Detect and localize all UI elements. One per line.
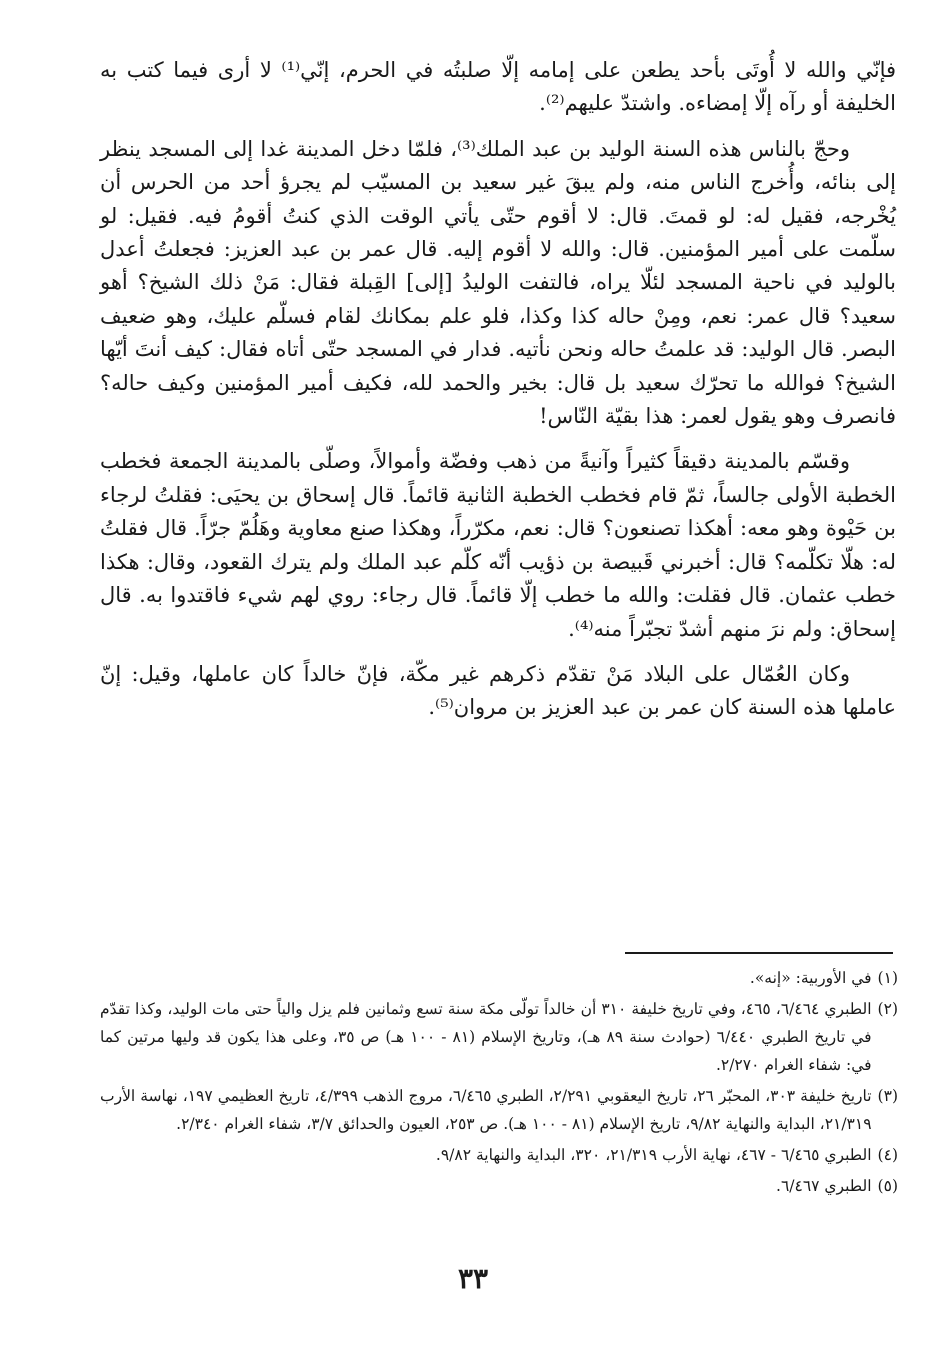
footnotes [100,964,898,1200]
footnote-item [100,1082,898,1138]
main-text [100,54,896,725]
footnote-text: في الأوربية: «إنه». [749,969,872,987]
paragraph-1: فإنّي والله لا أُوتَى بأحد يطعن على إمامه إلّا صلبتُه في الحرم، إنّي⁽¹⁾ لا أرى فيما كتب به الخليفة أو رآه إلّا إمضاءه. واشتدّ عليهم⁽²⁾. [100,58,897,116]
footnote-number: (٥) [877,1177,898,1195]
footnote-number: (٢) [877,1000,898,1018]
footnote-divider [625,952,893,954]
paragraph-3: وقسّم بالمدينة دقيقاً كثيراً وآنيةً من ذهب وفضّة وأموالاً، وصلّى بالمدينة الجمعة فخطب الخطبة الأولى جالساً، ثمّ قام فخطب الخطبة الثانية قائماً. قال إسحاق بن يحيَى: فقلتُ لرجاء بن حَيْوة وهو معه: أهكذا تصنعون؟ قال: نعم، مكرّراً، وهكذا صنع معاوية وهَلُمّ جرّاً. قال فقلتُ له: هلّا تكلّمه؟ قال: أخبرني قَبيصة بن ذؤيب أنّه كلّم عبد الملك ولم يترك القعود، وقال: هكذا خطب عثمان. قال فقلت: والله ما خطب إلّا قائماً. قال رجاء: روي لهم شيء فاقتدوا به. قال إسحاق: ولم نرَ منهم أشدّ تجبّراً منه⁽⁴⁾. [100,449,896,641]
footnote-number: (١) [877,969,898,987]
paragraph-2: وحجّ بالناس هذه السنة الوليد بن عبد الملك⁽³⁾، فلمّا دخل المدينة غدا إلى المسجد ينظر إلى بنائه، وأُخرج الناس منه، ولم يبقَ غير سعيد بن المسيّب لم يجرؤ أحد من الحرس أن يُخْرجه، فقيل له: لو قمتَ. قال: لا أقوم حتّى يأتي الوقت الذي كنتُ أقومُ فيه. فقيل: لو سلّمت على أمير المؤمنين. قال: والله لا أقوم إليه. قال عمر بن عبد العزيز: فجعلتُ أعدل بالوليد في ناحية المسجد لئلّا يراه، فالتفت الوليدُ [إلى] القِبلة فقال: مَنْ ذلك الشيخ؟ أهو سعيد؟ قال عمر: نعم، ومِنْ حاله كذا وكذا، فلو علم بمكانك لقام فسلّم عليك، وهو ضعيف البصر. قال الوليد: قد علمتُ حاله ونحن نأتيه. فدار في المسجد حتّى أتاه فقال: كيف أنتَ أيّها الشيخ؟ فوالله ما تحرّك سعيد بل قال: بخير والحمد لله، فكيف أمير المؤمنين وكيف حاله؟ فانصرف وهو يقول لعمر: هذا بقيّة النّاس! [100,136,896,429]
footnote-text: تاريخ خليفة ٣٠٣، المحبّر ٢٦، تاريخ اليعقوبي ٢/٢٩١، الطبري ٦/٤٦٥، مروج الذهب ٤/٣٩٩، تاريخ العظيمي ١٩٧، نهاسة الأرب ٢١/٣١٩، البداية والنهاية ٩/٨٢، تاريخ الإسلام (٨١ - ١٠٠ هـ). ص ٢٥٣، العيون والحدائق ٣/٧، شفاء الغرام ٢/٣٤٠. [100,1087,872,1133]
footnote-text: الطبري ٦/٤٦٤، ٤٦٥، وفي تاريخ خليفة ٣١٠ أن خالداً تولّى مكة سنة تسع وثمانين فلم يزل والياً حتى مات الوليد، وكذا تقدّم في تاريخ الطبري ٦/٤٤٠ (حوادث سنة ٨٩ هـ)، وتاريخ الإسلام (٨١ - ١٠٠ هـ) ص ٣٥، وعلى هذا يكون قد وليها مرتين كما في: شفاء الغرام ٢/٢٧٠. [100,1000,872,1074]
footnote-item [100,1172,898,1200]
footnote-number: (٤) [877,1146,898,1164]
page-number: ٣٣ [457,1262,489,1295]
footnote-number: (٣) [877,1087,898,1105]
footnote-item [100,995,898,1079]
footnote-text: الطبري ٦/٤٦٧. [776,1177,872,1195]
footnote-item [100,1141,898,1169]
footnote-text: الطبري ٦/٤٦٥ - ٤٦٧، نهاية الأرب ٢١/٣١٩، ٣٢٠، البداية والنهاية ٩/٨٢. [435,1146,872,1164]
paragraph-4: وكان العُمّال على البلاد مَنْ تقدّم ذكرهم غير مكّة، فإنّ خالداً كان عاملها، وقيل: إنّ عاملها هذه السنة كان عمر بن عبد العزيز بن مروان⁽⁵⁾. [100,661,896,720]
footnote-item [100,964,898,992]
